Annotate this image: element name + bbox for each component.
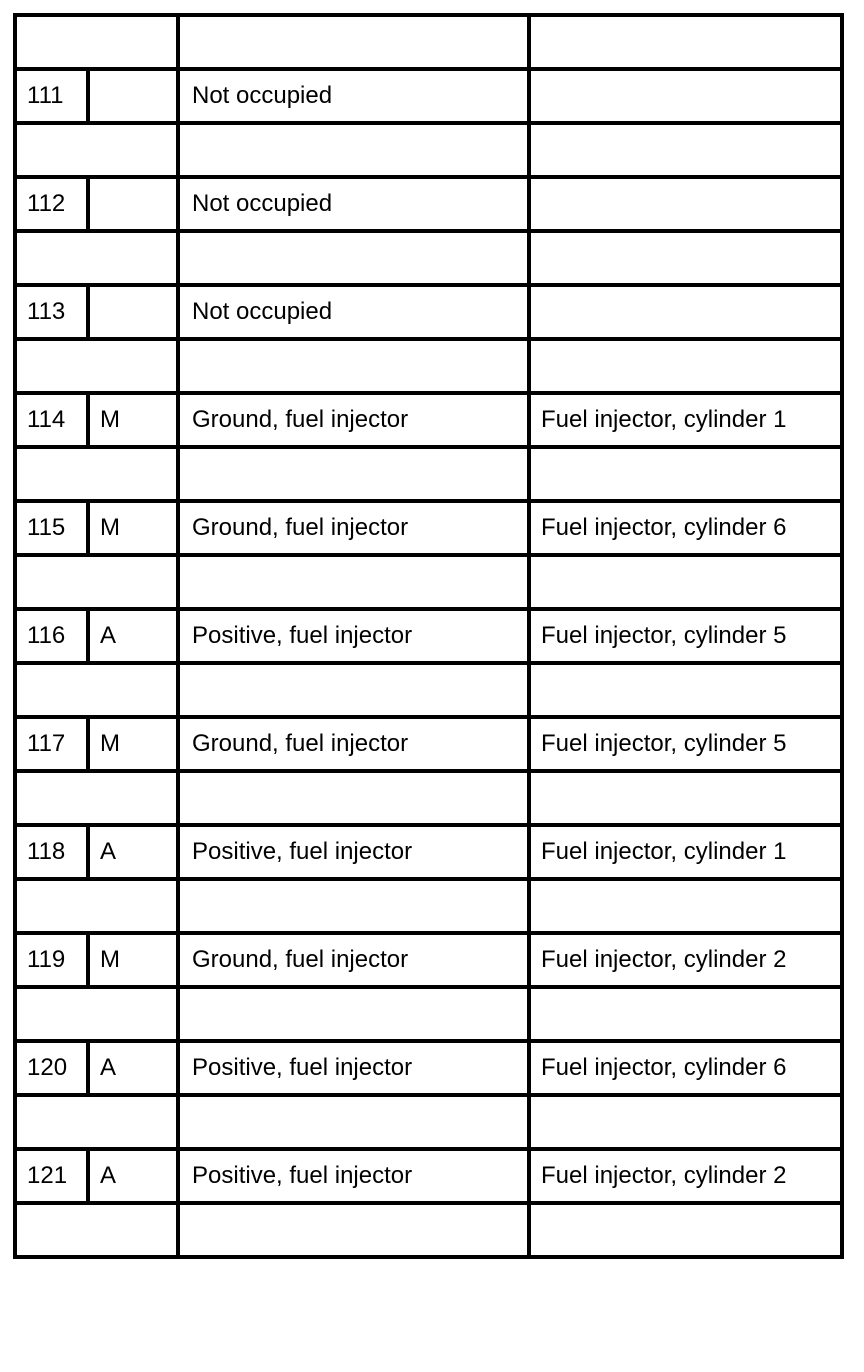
spacer-cell: [529, 447, 842, 501]
pin-function: Positive, fuel injector: [178, 609, 529, 663]
spacer-cell: [529, 987, 842, 1041]
spacer-cell: [178, 1095, 529, 1149]
connected-component: Fuel injector, cylinder 2: [529, 1149, 842, 1203]
spacer-cell: [15, 123, 178, 177]
connected-component: Fuel injector, cylinder 5: [529, 609, 842, 663]
spacer-cell: [529, 879, 842, 933]
pin-function: Positive, fuel injector: [178, 1041, 529, 1095]
spacer-cell: [529, 123, 842, 177]
spacer-cell: [529, 231, 842, 285]
spacer-cell: [178, 15, 529, 69]
table-row: [15, 1041, 842, 1095]
signal-type: M: [88, 717, 178, 771]
spacer-cell: [178, 339, 529, 393]
connected-component: [529, 69, 842, 123]
signal-type: M: [88, 933, 178, 987]
signal-type: [88, 69, 178, 123]
connected-component: Fuel injector, cylinder 1: [529, 393, 842, 447]
spacer-row: [15, 123, 842, 177]
spacer-row: [15, 447, 842, 501]
spacer-cell: [15, 987, 178, 1041]
pin-function: Not occupied: [178, 285, 529, 339]
pin-number: 117: [15, 717, 88, 771]
spacer-cell: [15, 1095, 178, 1149]
pin-number: 113: [15, 285, 88, 339]
spacer-cell: [529, 339, 842, 393]
pin-number: 120: [15, 1041, 88, 1095]
connected-component: Fuel injector, cylinder 2: [529, 933, 842, 987]
pin-number: 116: [15, 609, 88, 663]
signal-type: M: [88, 393, 178, 447]
spacer-cell: [178, 987, 529, 1041]
pin-function: Not occupied: [178, 69, 529, 123]
table-row: [15, 177, 842, 231]
spacer-row: [15, 771, 842, 825]
pin-function: Ground, fuel injector: [178, 501, 529, 555]
spacer-cell: [178, 1203, 529, 1257]
signal-type: [88, 285, 178, 339]
spacer-cell: [178, 123, 529, 177]
pin-function: Ground, fuel injector: [178, 393, 529, 447]
pin-function: Positive, fuel injector: [178, 1149, 529, 1203]
spacer-row: [15, 987, 842, 1041]
table-row: [15, 501, 842, 555]
pin-table-body: [15, 15, 842, 1257]
spacer-row: [15, 555, 842, 609]
spacer-cell: [15, 339, 178, 393]
spacer-cell: [529, 1203, 842, 1257]
table-row: [15, 1149, 842, 1203]
spacer-cell: [529, 1095, 842, 1149]
connected-component: Fuel injector, cylinder 6: [529, 501, 842, 555]
spacer-cell: [15, 771, 178, 825]
signal-type: A: [88, 609, 178, 663]
table-row: [15, 717, 842, 771]
spacer-row: [15, 339, 842, 393]
spacer-cell: [178, 663, 529, 717]
pin-function: Positive, fuel injector: [178, 825, 529, 879]
spacer-cell: [15, 555, 178, 609]
spacer-row: [15, 1095, 842, 1149]
signal-type: M: [88, 501, 178, 555]
pin-number: 121: [15, 1149, 88, 1203]
spacer-cell: [15, 879, 178, 933]
spacer-row: [15, 879, 842, 933]
spacer-row: [15, 1203, 842, 1257]
connected-component: Fuel injector, cylinder 6: [529, 1041, 842, 1095]
pin-number: 111: [15, 69, 88, 123]
spacer-row: [15, 231, 842, 285]
signal-type: A: [88, 1149, 178, 1203]
pin-function: Ground, fuel injector: [178, 717, 529, 771]
spacer-cell: [529, 771, 842, 825]
spacer-cell: [178, 447, 529, 501]
spacer-cell: [15, 447, 178, 501]
table-row: [15, 933, 842, 987]
pin-number: 119: [15, 933, 88, 987]
pin-function: Ground, fuel injector: [178, 933, 529, 987]
pin-number: 114: [15, 393, 88, 447]
spacer-row: [15, 663, 842, 717]
pin-assignment-table: [13, 13, 844, 1259]
pin-function: Not occupied: [178, 177, 529, 231]
pin-number: 115: [15, 501, 88, 555]
signal-type: A: [88, 1041, 178, 1095]
spacer-cell: [15, 1203, 178, 1257]
spacer-cell: [15, 231, 178, 285]
connected-component: [529, 177, 842, 231]
spacer-cell: [178, 879, 529, 933]
table-row: [15, 609, 842, 663]
pin-number: 112: [15, 177, 88, 231]
connected-component: Fuel injector, cylinder 5: [529, 717, 842, 771]
spacer-cell: [15, 663, 178, 717]
spacer-cell: [15, 15, 178, 69]
spacer-cell: [178, 771, 529, 825]
spacer-cell: [529, 15, 842, 69]
table-row: [15, 825, 842, 879]
pin-number: 118: [15, 825, 88, 879]
table-row: [15, 285, 842, 339]
spacer-cell: [178, 231, 529, 285]
spacer-row: [15, 15, 842, 69]
signal-type: A: [88, 825, 178, 879]
table-row: [15, 393, 842, 447]
spacer-cell: [178, 555, 529, 609]
connected-component: [529, 285, 842, 339]
connected-component: Fuel injector, cylinder 1: [529, 825, 842, 879]
table-row: [15, 69, 842, 123]
signal-type: [88, 177, 178, 231]
spacer-cell: [529, 555, 842, 609]
spacer-cell: [529, 663, 842, 717]
